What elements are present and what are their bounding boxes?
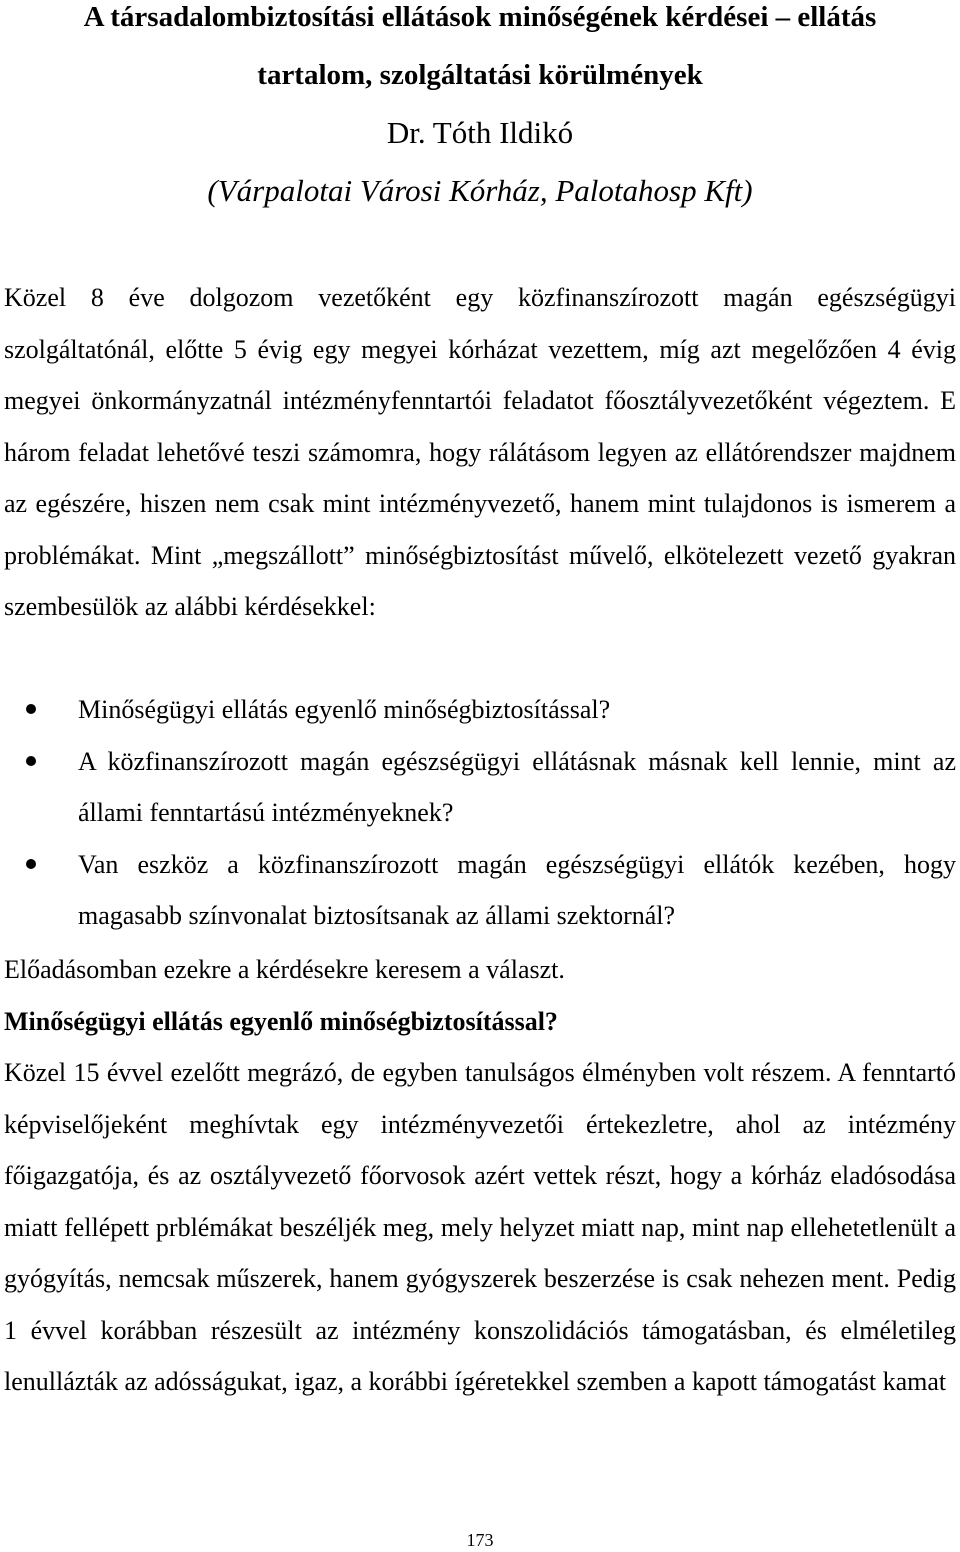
page-number: 173: [466, 1530, 494, 1550]
question-text: A közfinanszírozott magán egészségügyi ellátásnak másnak kell lennie, mint az állami fenntartású intézményeknek?: [78, 746, 956, 827]
bullet-icon: [26, 859, 36, 869]
paragraph-experience: Közel 15 évvel ezelőtt megrázó, de egyben tanulságos élményben volt részem. A fenntartó képviselőjeként meghívtak egy intézményvezetői értekezletre, ahol az intézmény főigazgatója, és az osztályvezető főorvosok azért vettek részt, hogy a kórház eladósodása miatt fellépett prblémákat beszéljék meg, mely helyzet miatt nap, mint nap ellehetetlenült a gyógyítás, nemcsak műszerek, hanem gyógyszerek beszerzése is csak nehezen ment. Pedig 1 évvel korábban részesült az intézmény konszolidációs támogatásban, és elméletileg lenullázták az adósságukat, igaz, a korábbi ígéretekkel szemben a kapott támogatást kamat: [4, 1058, 956, 1396]
question-list-item: [0, 684, 956, 736]
document-title-line-1: A társadalombiztosítási ellátások minőségének kérdései – ellátás: [83, 1, 877, 33]
author-affiliation: (Várpalotai Városi Kórház, Palotahosp Kft): [207, 173, 753, 208]
question-text: Van eszköz a közfinanszírozott magán egészségügyi ellátók kezében, hogy magasabb színvonalat biztosítsanak az állami szektornál?: [78, 849, 956, 930]
document-title-line-2: tartalom, szolgáltatási körülmények: [257, 59, 703, 91]
section-heading: Minőségügyi ellátás egyenlő minőségbiztosítással?: [4, 1007, 558, 1036]
presentation-intro-line: Előadásomban ezekre a kérdésekre keresem a választ.: [4, 955, 565, 984]
bullet-icon: [26, 704, 36, 714]
bullet-icon: [26, 756, 36, 766]
question-list-item: [0, 736, 956, 839]
paragraph-intro: Közel 8 éve dolgozom vezetőként egy közfinanszírozott magán egészségügyi szolgáltatónál, előtte 5 évig egy megyei kórházat vezettem, míg azt megelőzően 4 évig megyei önkormányzatnál intézményfenntartói feladatot főosztályvezetőként végeztem. E három feladat lehetővé teszi számomra, hogy rálátásom legyen az ellátórendszer majdnem az egészére, hiszen nem csak mint intézményvezető, hanem mint tulajdonos is ismerem a problémákat. Mint „megszállott” minőségbiztosítást művelő, elkötelezett vezető gyakran szembesülök az alábbi kérdésekkel:: [4, 283, 956, 621]
question-list: [0, 684, 956, 942]
question-list-item: [0, 839, 956, 942]
author-name: Dr. Tóth Ildikó: [386, 115, 574, 150]
question-text: Minőségügyi ellátás egyenlő minőségbiztosítással?: [78, 695, 611, 724]
